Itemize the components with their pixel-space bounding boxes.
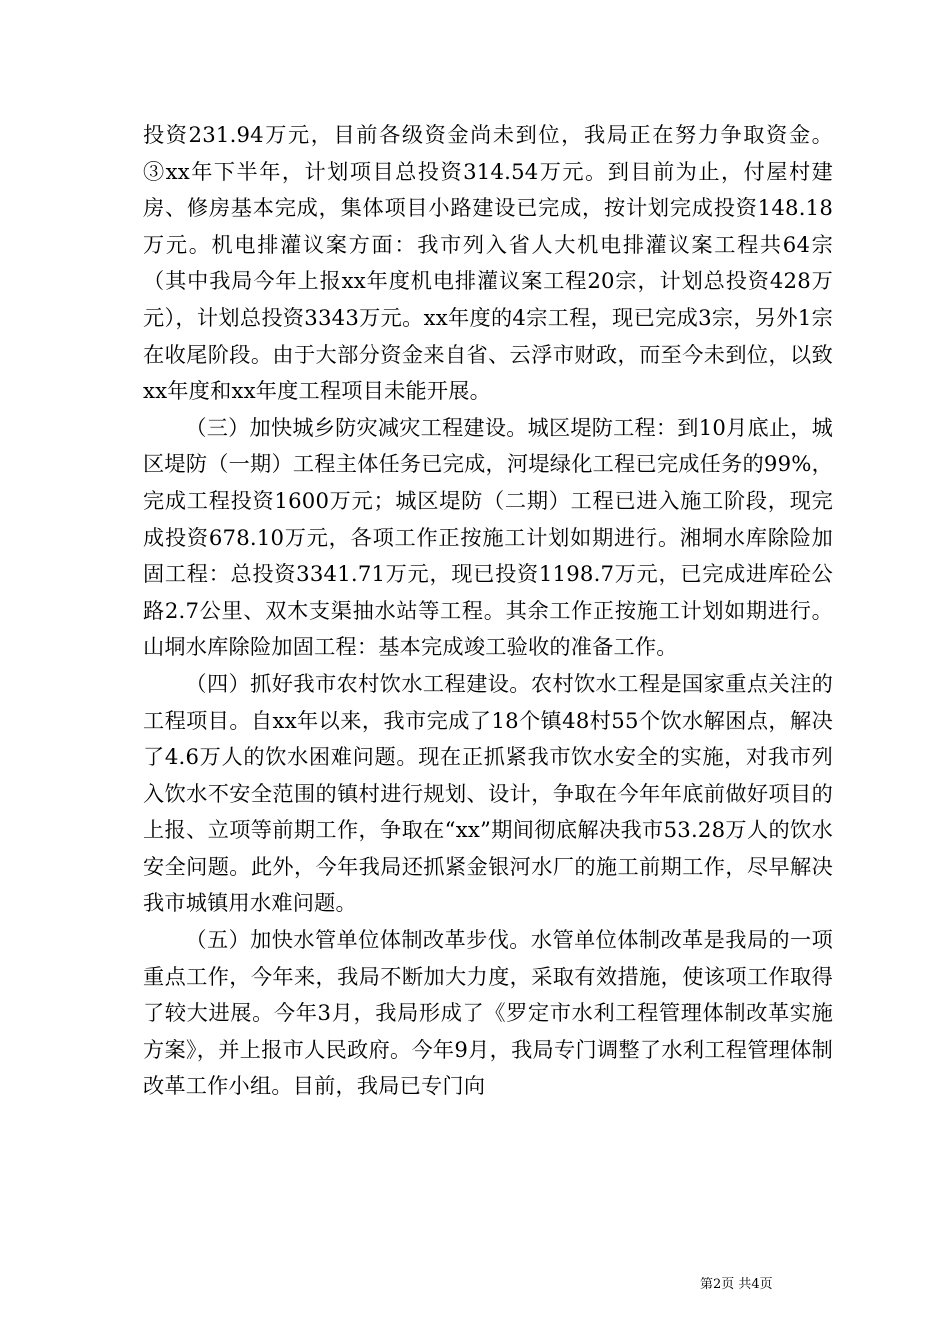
- paragraph-section-5: （五）加快水管单位体制改革步伐。水管单位体制改革是我局的一项重点工作，今年来，我局不断加大力度，采取有效措施，使该项工作取得了较大进展。今年3月，我局形成了《罗定市水利工程管理体制改革实施方案》，并上报市人民政府。今年9月，我局专门调整了水利工程管理体制改革工作小组。目前，我局已专门向: [143, 927, 833, 1099]
- paragraph-section-3: （三）加快城乡防灾减灾工程建设。城区堤防工程：到10月底止，城区堤防（一期）工程主体任务已完成，河堤绿化工程已完成任务的99%，完成工程投资1600万元；城区堤防（二期）工程已进入施工阶段，现完成投资678.10万元，各项工作正按施工计划如期进行。湘垌水库除险加固工程：总投资3341.71万元，现已投资1198.7万元，已完成进库砼公路2.7公里、双木支渠抽水站等工程。其余工作正按施工计划如期进行。山垌水库除险加固工程：基本完成竣工验收的准备工作。: [143, 414, 833, 660]
- document-body: [143, 117, 833, 1105]
- page-number-footer: 第2页 共4页: [700, 1277, 773, 1292]
- paragraph-section-4: （四）抓好我市农村饮水工程建设。农村饮水工程是国家重点关注的工程项目。自xx年以来，我市完成了18个镇48村55个饮水解困点，解决了4.6万人的饮水困难问题。现在正抓紧我市饮水安全的实施，对我市列入饮水不安全范围的镇村进行规划、设计，争取在今年年底前做好项目的上报、立项等前期工作，争取在“xx”期间彻底解决我市53.28万人的饮水安全问题。此外，今年我局还抓紧金银河水厂的施工前期工作，尽早解决我市城镇用水难问题。: [143, 670, 833, 916]
- paragraph-continuation: 投资231.94万元，目前各级资金尚未到位，我局正在努力争取资金。③xx年下半年，计划项目总投资314.54万元。到目前为止，付屋村建房、修房基本完成，集体项目小路建设已完成，按计划完成投资148.18万元。机电排灌议案方面：我市列入省人大机电排灌议案工程共64宗（其中我局今年上报xx年度机电排灌议案工程20宗，计划总投资428万元），计划总投资3343万元。xx年度的4宗工程，现已完成3宗，另外1宗在收尾阶段。由于大部分资金来自省、云浮市财政，而至今未到位，以致xx年度和xx年度工程项目未能开展。: [143, 122, 833, 404]
